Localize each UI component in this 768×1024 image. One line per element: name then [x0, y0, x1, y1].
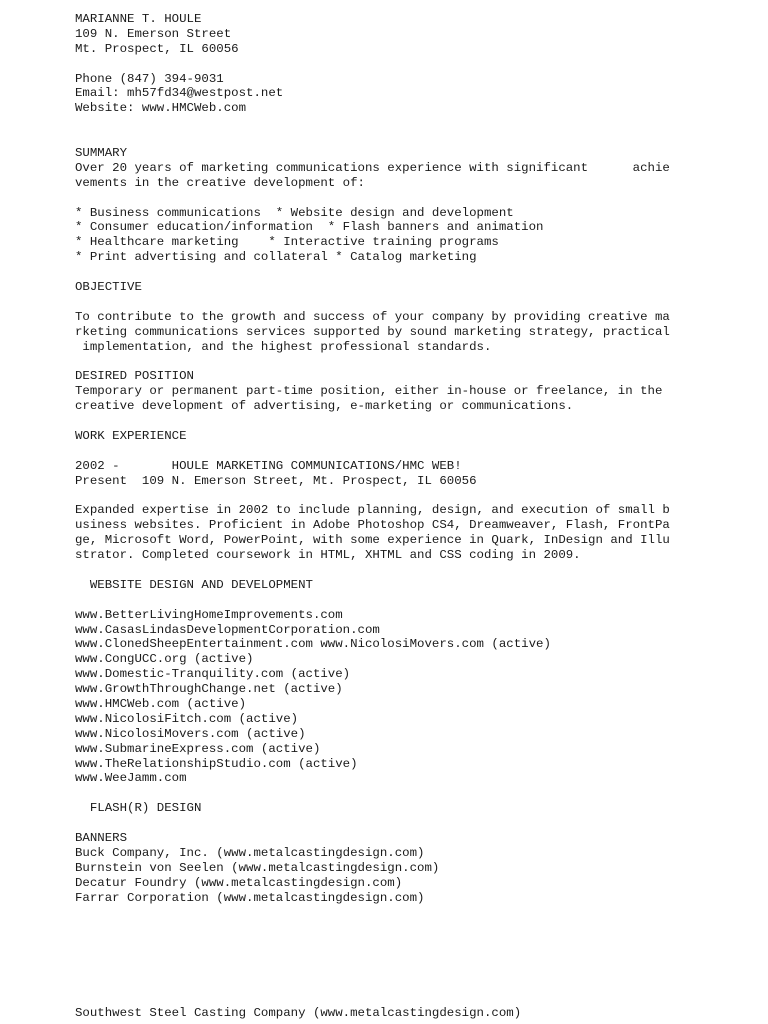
summary-bullet: * Business communications * Website design and development [75, 205, 514, 220]
summary-section [75, 146, 685, 265]
job-description-line: Expanded expertise in 2002 to include planning, design, and execution of small b [75, 503, 670, 518]
spacer [75, 131, 685, 146]
objective-section [75, 280, 685, 354]
job-description-line: strator. Completed coursework in HTML, XHTML and CSS coding in 2009. [75, 548, 581, 563]
objective-line: implementation, and the highest professional standards. [75, 339, 492, 354]
banners-heading: BANNERS [75, 830, 128, 845]
desired-position-line: creative development of advertising, e-marketing or communications. [75, 399, 574, 414]
work-experience-heading: WORK EXPERIENCE [75, 428, 187, 443]
website-list-item[interactable]: www.NicolosiFitch.com (active) [75, 711, 299, 726]
website-list-item[interactable]: www.NicolosiMovers.com (active) [75, 726, 306, 741]
spacer [75, 265, 685, 280]
resume-document [75, 12, 685, 905]
objective-heading: OBJECTIVE [75, 280, 142, 295]
spacer [75, 191, 685, 206]
spacer [75, 444, 685, 459]
work-experience-section [75, 429, 685, 563]
contact-website: Website: www.HMCWeb.com [75, 101, 247, 116]
website-design-heading: WEBSITE DESIGN AND DEVELOPMENT [75, 577, 313, 592]
job-description-line: usiness websites. Proficient in Adobe Photoshop CS4, Dreamweaver, Flash, FrontPa [75, 518, 670, 533]
desired-position-line: Temporary or permanent part-time position, either in-house or freelance, in the [75, 384, 663, 399]
objective-line: rketing communications services supported by sound marketing strategy, practical [75, 324, 670, 339]
summary-heading: SUMMARY [75, 146, 128, 161]
website-list-item[interactable]: www.ClonedSheepEntertainment.com www.NicolosiMovers.com (active) [75, 637, 551, 652]
banner-client: Burnstein von Seelen (www.metalcastingdesign.com) [75, 860, 440, 875]
contact-phone: Phone (847) 394-9031 [75, 71, 224, 86]
website-list-item[interactable]: www.CasasLindasDevelopmentCorporation.com [75, 622, 380, 637]
job-line: Present 109 N. Emerson Street, Mt. Prospect, IL 60056 [75, 473, 477, 488]
flash-design-heading: FLASH(R) DESIGN [75, 801, 202, 816]
banner-client: Decatur Foundry (www.metalcastingdesign.com) [75, 875, 403, 890]
spacer [75, 354, 685, 369]
banner-client: Buck Company, Inc. (www.metalcastingdesign.com) [75, 845, 425, 860]
spacer [75, 116, 685, 131]
website-list-item[interactable]: www.TheRelationshipStudio.com (active) [75, 756, 358, 771]
desired-position-section [75, 369, 685, 414]
website-list-item[interactable]: www.GrowthThroughChange.net (active) [75, 682, 343, 697]
job-description-line: ge, Microsoft Word, PowerPoint, with some experience in Quark, InDesign and Illu [75, 533, 670, 548]
spacer [75, 295, 685, 310]
summary-line: Over 20 years of marketing communications experience with significant achie [75, 160, 670, 175]
summary-bullet: * Consumer education/information * Flash banners and animation [75, 220, 544, 235]
spacer [75, 57, 685, 72]
website-list-item[interactable]: www.CongUCC.org (active) [75, 652, 254, 667]
desired-position-heading: DESIRED POSITION [75, 369, 194, 384]
website-list-item[interactable]: www.BetterLivingHomeImprovements.com [75, 607, 343, 622]
flash-design-section [75, 801, 685, 905]
footer-banner-client: Southwest Steel Casting Company (www.metalcastingdesign.com) [75, 1006, 522, 1020]
summary-line: vements in the creative development of: [75, 175, 365, 190]
spacer [75, 593, 685, 608]
spacer [75, 563, 685, 578]
summary-bullet: * Healthcare marketing * Interactive training programs [75, 235, 499, 250]
summary-bullet: * Print advertising and collateral * Catalog marketing [75, 250, 477, 265]
contact-street: 109 N. Emerson Street [75, 26, 232, 41]
spacer [75, 414, 685, 429]
contact-name: MARIANNE T. HOULE [75, 12, 202, 26]
website-list-item[interactable]: www.SubmarineExpress.com (active) [75, 741, 321, 756]
contact-city: Mt. Prospect, IL 60056 [75, 41, 239, 56]
contact-block [75, 12, 685, 116]
spacer [75, 786, 685, 801]
spacer [75, 816, 685, 831]
spacer [75, 489, 685, 504]
website-list-item[interactable]: www.HMCWeb.com (active) [75, 696, 247, 711]
website-list-item[interactable]: www.Domestic-Tranquility.com (active) [75, 667, 351, 682]
website-list-item[interactable]: www.WeeJamm.com [75, 771, 187, 786]
website-design-section [75, 578, 685, 786]
contact-email: Email: mh57fd34@westpost.net [75, 86, 284, 101]
banner-client: Farrar Corporation (www.metalcastingdesign.com) [75, 890, 425, 905]
objective-line: To contribute to the growth and success of your company by providing creative ma [75, 309, 670, 324]
job-line: 2002 - HOULE MARKETING COMMUNICATIONS/HMC WEB! [75, 458, 462, 473]
